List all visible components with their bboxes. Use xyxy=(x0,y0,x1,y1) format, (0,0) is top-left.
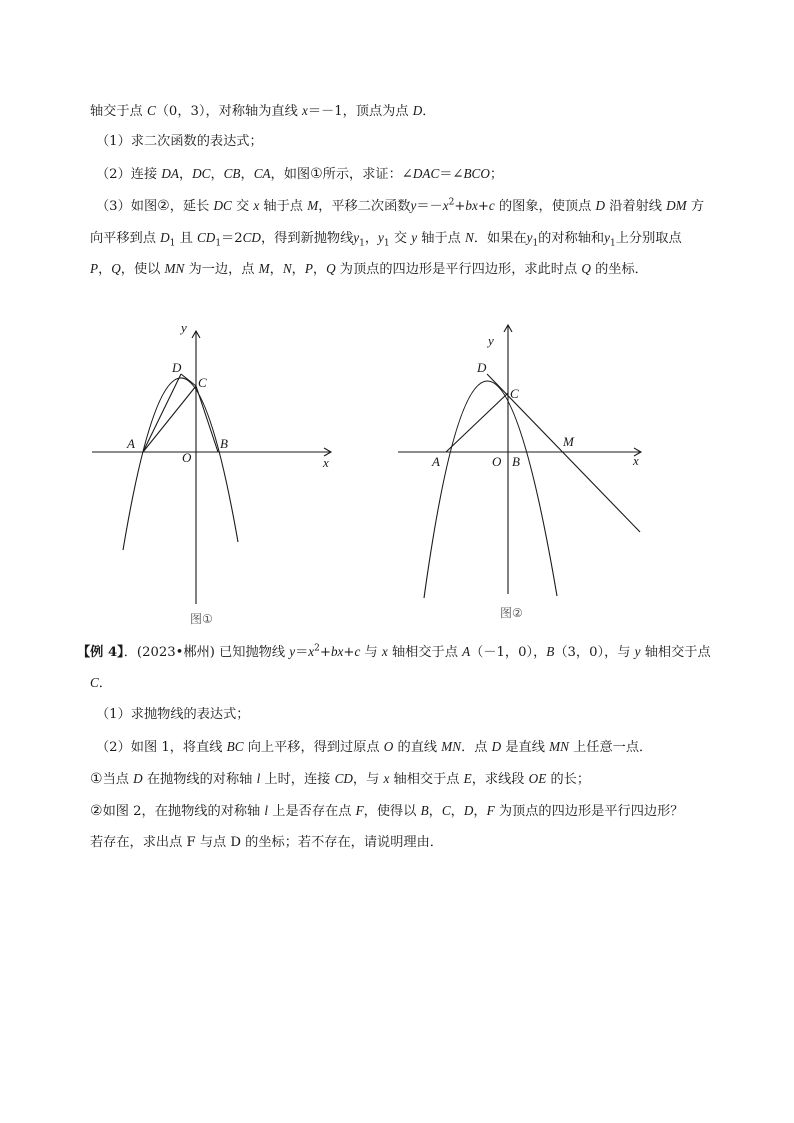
fig1-label-O: O xyxy=(182,450,192,465)
ex4-line2: C． xyxy=(90,675,112,691)
ex4-line1: 【例 4】．(2023•郴州) 已知抛物线 $y=x^2+bx+c$ 与 x 轴相交于点 A（－1，0），B（3，0），与 y 轴相交于点 xyxy=(77,643,711,660)
fig2-label-D: D xyxy=(477,360,487,375)
fig1-label-C: C xyxy=(198,375,207,390)
fig2-segment-CA xyxy=(446,393,508,452)
fig2-label-x: x xyxy=(633,453,639,468)
ex4-sub-2: ②如图 2，在抛物线的对称轴 l 上是否存在点 F，使得以 B，C，D，F 为顶点的四边形是平行四边形？ xyxy=(90,803,684,819)
fig1-label-x: x xyxy=(323,455,329,470)
p3-question-3-line1: （3）如图②，延长 DC 交 x 轴于点 M，平移二次函数$y=-x^2+bx+c$ 的图象，使顶点 D 沿着射线 DM 方 xyxy=(96,197,705,214)
p3-question-3-line2: 向平移到点 $D_1$ 且 $CD_1=2CD$，得到新抛物线$y_1$，$y_1$ 交 y 轴于点 N．如果在$y_1$的对称轴和$y_1$上分别取点 xyxy=(90,230,682,249)
p3-question-2: （2）连接 DA，DC，CB，CA，如图①所示，求证：∠DAC＝∠BCO； xyxy=(96,166,504,182)
p3-question-3-line3: P，Q，使以 MN 为一边，点 M，N，P，Q 为顶点的四边形是平行四边形，求此时点 Q 的坐标． xyxy=(90,261,648,277)
fig2-label-y: y xyxy=(488,333,494,348)
ex4-sub-1: ①当点 D 在抛物线的对称轴 l 上时，连接 CD，与 x 轴相交于点 E，求线段 OE 的长； xyxy=(90,771,591,787)
fig2-label-C: C xyxy=(510,386,519,401)
fig1-segment-CB xyxy=(196,386,218,452)
fig1-label-A: A xyxy=(127,436,135,451)
fig2-caption: 图② xyxy=(500,606,523,620)
ex4-sub-2-line2: 若存在，求出点 F 与点 D 的坐标；若不存在，请说明理由． xyxy=(90,835,443,850)
fig1-segment-CA xyxy=(143,386,196,452)
fig2-label-B: B xyxy=(512,454,520,469)
fig1-segment-DA xyxy=(143,374,181,452)
fig2-label-O: O xyxy=(492,454,502,469)
fig1-caption: 图① xyxy=(190,612,213,626)
ex4-question-1: （1）求抛物线的表达式； xyxy=(96,707,250,722)
fig1-label-y: y xyxy=(181,320,187,335)
p3-question-1: （1）求二次函数的表达式； xyxy=(96,134,263,149)
fig1-parabola xyxy=(123,378,238,550)
fig1-label-D: D xyxy=(172,360,182,375)
fig2-parabola xyxy=(424,381,557,598)
fig1-label-B: B xyxy=(220,436,228,451)
fig2-label-M: M xyxy=(563,434,574,449)
fig2-label-A: A xyxy=(432,454,440,469)
ex4-question-2: （2）如图 1，将直线 BC 向上平移，得到过原点 O 的直线 MN．点 D 是直线 MN 上任意一点． xyxy=(96,739,653,755)
p3-line1: 轴交于点 C（0，3），对称轴为直线 x＝－1，顶点为点 D． xyxy=(90,103,436,119)
fig1-segment-DC xyxy=(181,374,196,386)
